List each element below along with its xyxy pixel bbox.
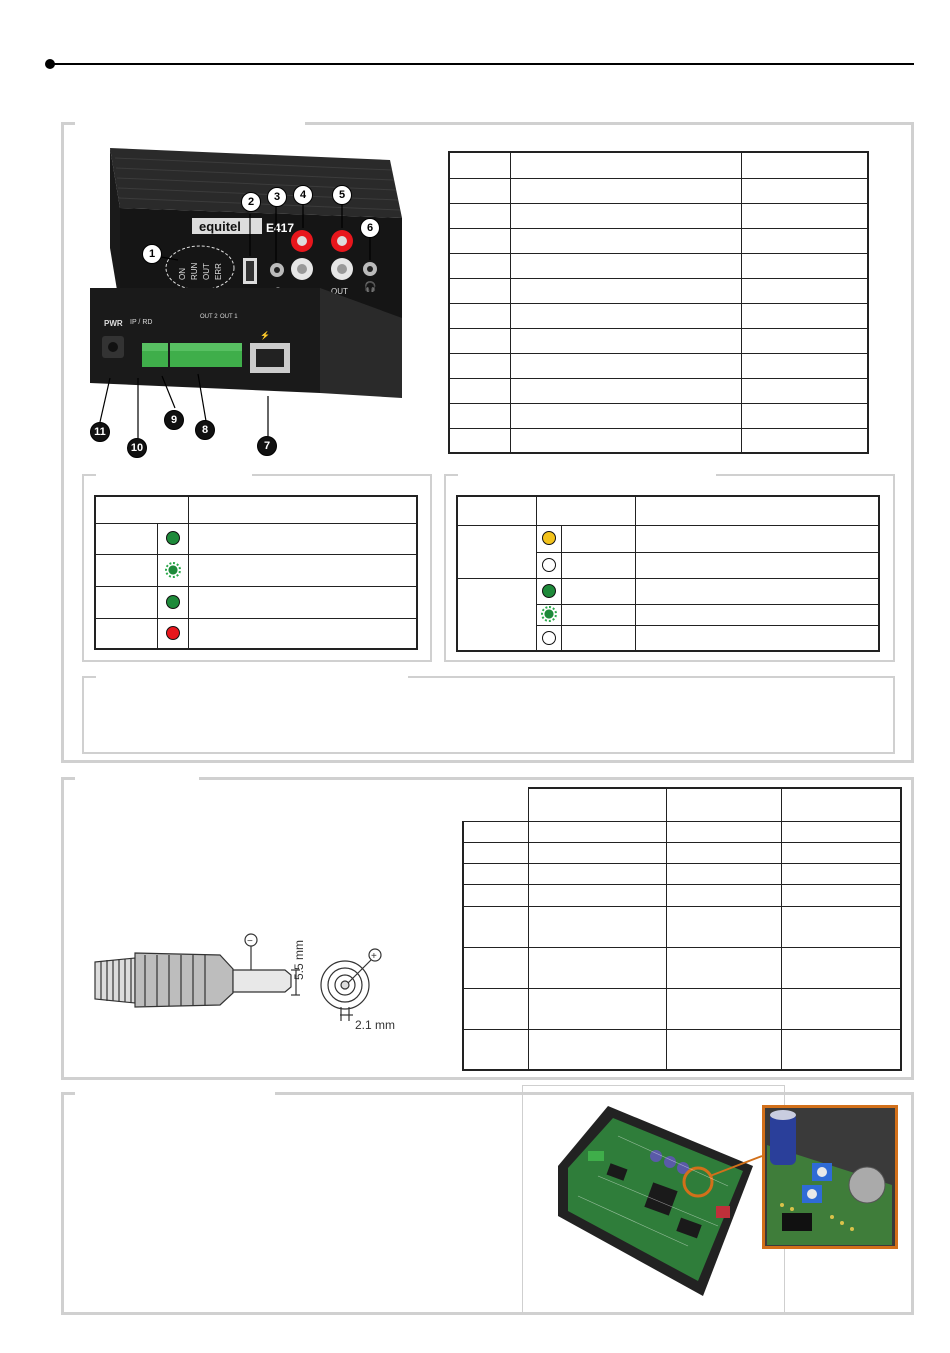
device-photo xyxy=(80,138,425,458)
note-panel-title-gap xyxy=(96,675,408,680)
section-title-gap xyxy=(75,121,305,127)
callout-3: 3 xyxy=(267,187,287,207)
brand-label: equitel xyxy=(199,219,241,234)
board-title-gap xyxy=(75,1091,275,1097)
callout-10: 10 xyxy=(127,438,147,458)
led-label-err: ERR xyxy=(214,263,223,280)
callout-2: 2 xyxy=(241,192,261,212)
jack-label-out: OUT xyxy=(331,287,348,296)
callout-11: 11 xyxy=(90,422,110,442)
callout-5: 5 xyxy=(332,185,352,205)
callout-9: 9 xyxy=(164,410,184,430)
ethernet-icon: ⚡ xyxy=(260,331,270,340)
net-led-yellow-off xyxy=(542,558,556,572)
callout-4: 4 xyxy=(293,185,313,205)
rear-label-ip: IP / RD xyxy=(130,319,153,326)
net-led-green-on xyxy=(542,584,556,598)
net-led-green-off xyxy=(542,631,556,645)
led-on-indicator xyxy=(166,531,180,545)
potentiometer-zoom-photo xyxy=(762,1105,898,1249)
headphone-icon: 🎧 xyxy=(364,282,377,293)
led-label-run: RUN xyxy=(190,262,199,280)
callout-1: 1 xyxy=(142,244,162,264)
plug-inner-diameter: 2.1 mm xyxy=(355,1018,396,1032)
plug-outer-diameter: 5.5 mm xyxy=(292,939,306,980)
network-led-table xyxy=(456,495,880,652)
led-out-indicator xyxy=(166,595,180,609)
header-rule xyxy=(50,63,914,65)
board-photo xyxy=(538,1096,768,1306)
net-led-yellow-on xyxy=(542,531,556,545)
plug-pos-symbol: + xyxy=(371,951,377,962)
callout-8: 8 xyxy=(195,420,215,440)
led-label-on: ON xyxy=(178,268,187,280)
callout-6: 6 xyxy=(360,218,380,238)
rear-label-pwr: PWR xyxy=(104,319,123,328)
model-label: E417 xyxy=(266,221,295,235)
led-label-out: OUT xyxy=(202,263,211,280)
power-plug-drawing xyxy=(85,925,415,1040)
callout-7: 7 xyxy=(257,436,277,456)
network-panel-title-gap xyxy=(458,473,716,478)
led-run-blink-indicator xyxy=(165,562,181,578)
rear-label-out1: OUT 1 xyxy=(220,314,238,320)
power-title-gap xyxy=(75,776,199,782)
led-panel-title-gap xyxy=(96,473,252,478)
connector-table xyxy=(448,151,869,454)
plug-neg-symbol: − xyxy=(247,936,253,947)
note-panel xyxy=(82,676,895,754)
net-led-green-blink xyxy=(541,606,557,622)
rear-label-out2: OUT 2 xyxy=(200,314,218,320)
led-status-table xyxy=(94,495,418,650)
led-err-indicator xyxy=(166,626,180,640)
power-spec-table xyxy=(462,787,902,1071)
